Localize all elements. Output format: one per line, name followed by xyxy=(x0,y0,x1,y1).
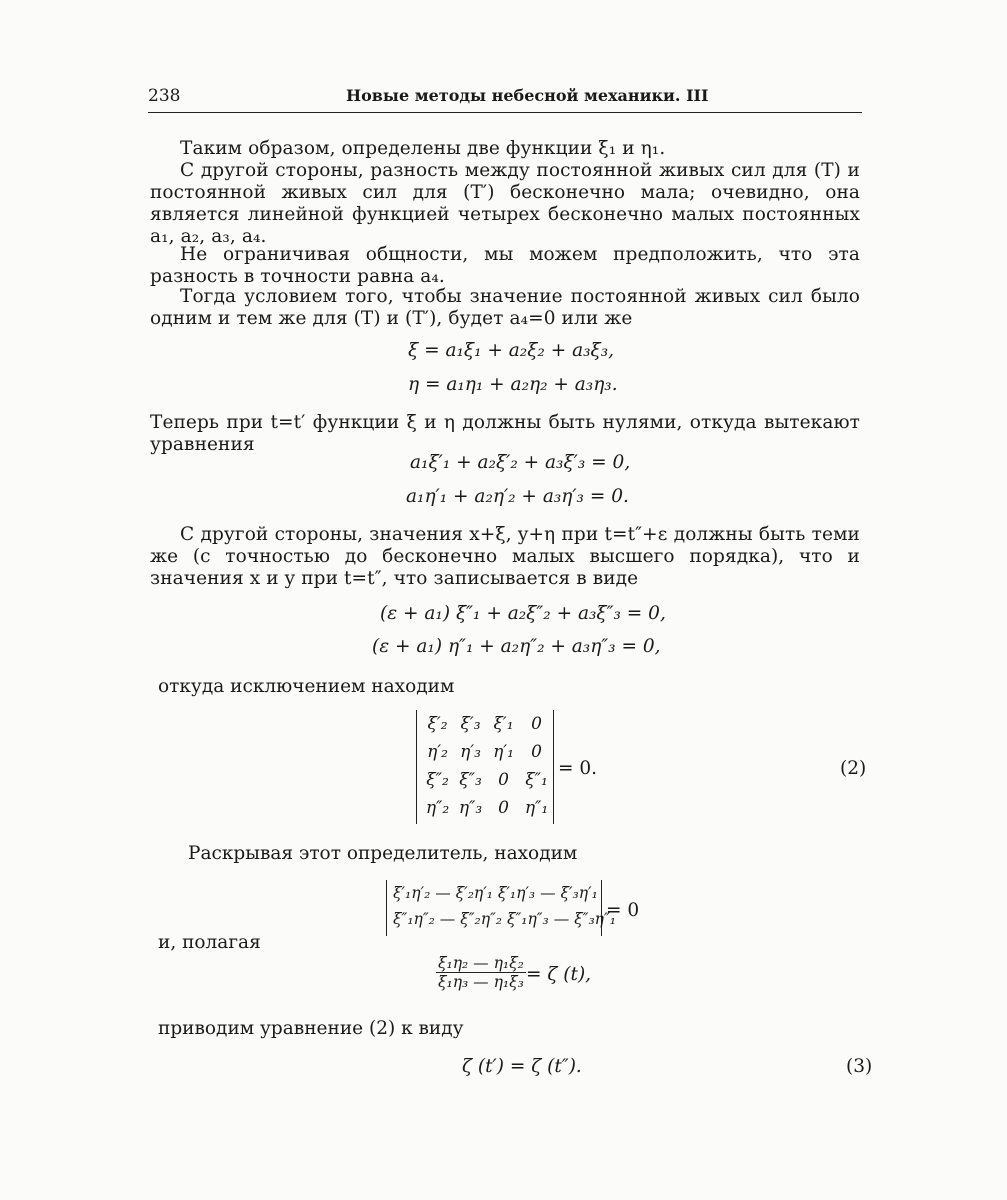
paragraph-5: Теперь при t=t′ функции ξ и η должны быть нулями, откуда вытекают уравнения xyxy=(150,412,860,455)
equation-number-3: (3) xyxy=(846,1056,873,1077)
determinant-cell: η′₁ xyxy=(493,742,514,762)
page-header xyxy=(148,86,862,113)
paragraph-3: Не ограничивая общности, мы можем предположить, что эта разность в точности равна a₄. xyxy=(150,244,860,287)
determinant-cell: ξ″₃ xyxy=(459,770,482,790)
determinant-2x2 xyxy=(386,880,616,936)
paragraph-8: Раскрывая этот определитель, находим xyxy=(188,843,578,864)
equation-eta: η = a₁η₁ + a₂η₂ + a₃η₃. xyxy=(408,374,618,395)
equation-xi: ξ = a₁ξ₁ + a₂ξ₂ + a₃ξ₃, xyxy=(408,340,615,361)
determinant-cell: η′₃ xyxy=(460,742,481,762)
equation-final: ζ (t′) = ζ (t″). xyxy=(462,1056,582,1077)
determinant-cell: η″₁ xyxy=(524,798,549,818)
paragraph-9: и, полагая xyxy=(158,932,261,953)
determinant-cell: ξ′₃ xyxy=(460,714,481,734)
determinant-rhs: = 0. xyxy=(558,758,598,779)
fraction-rhs: = ζ (t), xyxy=(526,964,592,985)
paragraph-4: Тогда условием того, чтобы значение постоянной живых сил было одним и тем же для (T) и (T′), будет a₄=0 или же xyxy=(150,286,860,329)
paragraph-6: С другой стороны, значения x+ξ, y+η при t=t″+ε должны быть теми же (с точностью до бесконечно малых высшего порядка), что и значения x и y при t=t″, что записывается в виде xyxy=(150,524,860,589)
determinant-cell: η′₂ xyxy=(427,742,448,762)
determinant-cell: ξ″₁ xyxy=(525,770,548,790)
determinant-2x2-row-1: ξ′₁η′₂ — ξ′₂η′₁ ξ′₁η′₃ — ξ′₃η′₁ xyxy=(393,884,598,902)
determinant-cell: η″₃ xyxy=(458,798,483,818)
determinant-cell: ξ′₂ xyxy=(427,714,448,734)
determinant-cell: 0 xyxy=(498,770,509,790)
determinant-cell: 0 xyxy=(498,798,509,818)
determinant-cell: 0 xyxy=(531,714,542,734)
equation-number-2: (2) xyxy=(840,758,867,779)
equation-cond-4: (ε + a₁) η″₁ + a₂η″₂ + a₃η″₃ = 0, xyxy=(372,636,661,657)
determinant-cell: ξ″₂ xyxy=(426,770,449,790)
equation-cond-3: (ε + a₁) ξ″₁ + a₂ξ″₂ + a₃ξ″₃ = 0, xyxy=(380,603,666,624)
fraction-denominator: ξ₁η₃ — η₁ξ₃ xyxy=(438,973,524,991)
running-title: Новые методы небесной механики. III xyxy=(346,86,709,105)
determinant-cell: 0 xyxy=(531,742,542,762)
fraction-numerator: ξ₁η₂ — η₁ξ₂ xyxy=(438,954,524,972)
paragraph-2: С другой стороны, разность между постоянной живых сил для (T) и постоянной живых сил для (T′) бесконечно мала; очевидно, она является линейной функцией четырех бесконечно малых постоянных a₁, a₂, a₃, a₄. xyxy=(150,160,860,247)
determinant-grid xyxy=(417,710,553,822)
determinant-cell: η″₂ xyxy=(425,798,450,818)
determinant-cell: ξ′₁ xyxy=(493,714,514,734)
determinant-4x4 xyxy=(416,710,554,824)
page-number: 238 xyxy=(148,86,181,106)
paragraph-1: Таким образом, определены две функции ξ₁ и η₁. xyxy=(180,138,666,159)
zeta-fraction xyxy=(436,954,526,991)
equation-cond-1: a₁ξ′₁ + a₂ξ′₂ + a₃ξ′₃ = 0, xyxy=(410,452,631,473)
equation-cond-2: a₁η′₁ + a₂η′₂ + a₃η′₃ = 0. xyxy=(406,486,629,507)
determinant-2x2-row-2: ξ″₁η″₂ — ξ″₂η″₂ ξ″₁η″₃ — ξ″₃η″₁ xyxy=(393,910,616,928)
paragraph-7: откуда исключением находим xyxy=(158,676,455,697)
paragraph-10: приводим уравнение (2) к виду xyxy=(158,1018,464,1039)
determinant-2x2-rhs: = 0 xyxy=(606,900,640,921)
